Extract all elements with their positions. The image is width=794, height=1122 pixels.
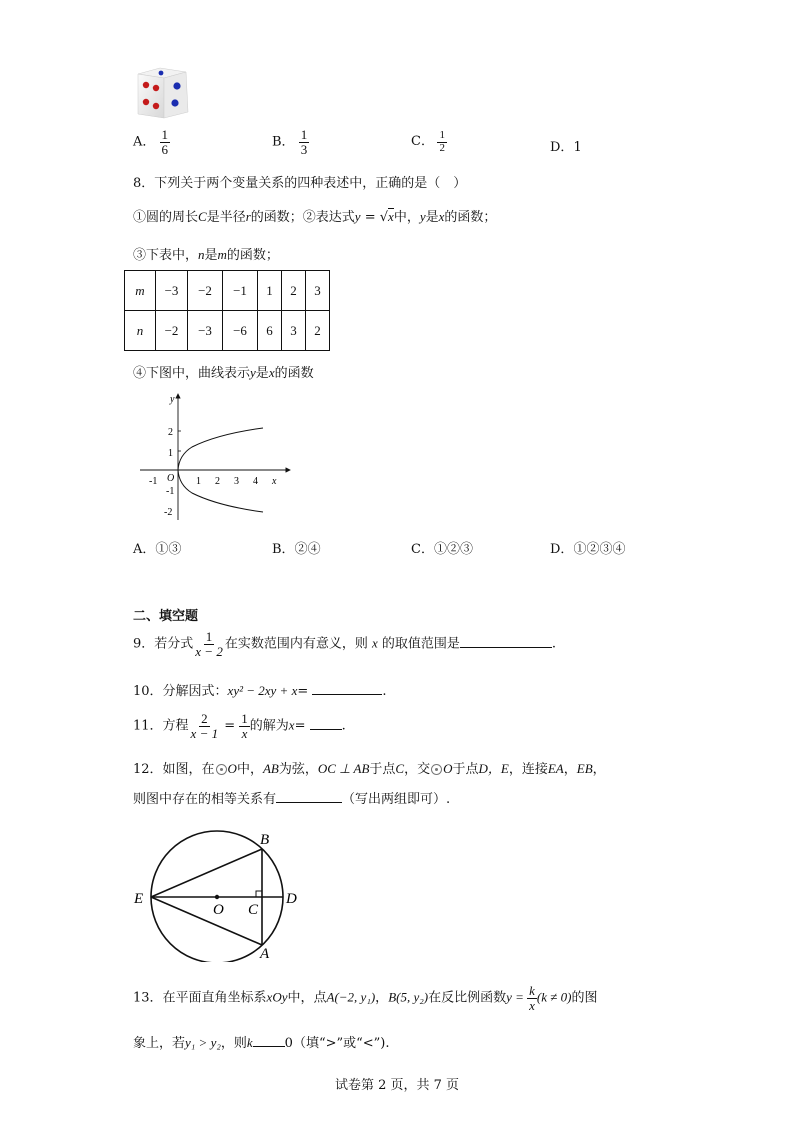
numerator: 1 — [241, 711, 248, 726]
text: = — [220, 718, 240, 734]
text: 于点 — [452, 762, 479, 777]
math-var: O — [227, 761, 237, 776]
text: 中， — [236, 762, 263, 777]
label-b: B — [260, 832, 270, 848]
math-var: x — [371, 635, 378, 651]
text: 是半径 — [206, 210, 246, 225]
section-title: 二、填空题 — [133, 609, 199, 624]
answer-blank — [460, 635, 552, 648]
y-axis-label: y — [170, 394, 175, 405]
numerator: 1 — [205, 629, 213, 644]
fraction — [160, 128, 171, 156]
numerator: k — [529, 983, 535, 998]
denominator: x − 2 — [195, 643, 223, 659]
numerator: 2 — [201, 711, 208, 726]
q7-option-d — [550, 136, 582, 155]
numerator: 1 — [300, 127, 308, 142]
label-e: E — [134, 891, 144, 907]
math-var: x — [388, 209, 394, 224]
math-var: C — [198, 209, 207, 224]
option-value: 1 — [573, 140, 582, 155]
text: 中， — [393, 210, 420, 225]
text: 11．方程 — [133, 718, 189, 734]
circle-figure — [130, 826, 310, 962]
text: . — [341, 718, 346, 734]
q10 — [133, 680, 387, 699]
label-a: A — [260, 946, 270, 962]
text: ， — [375, 990, 389, 1006]
math-var: y — [354, 209, 361, 224]
denominator: 2 — [439, 141, 445, 154]
option-label: A． — [133, 542, 156, 557]
math-expression: OC ⊥ AB — [317, 761, 370, 776]
option-label: B． — [272, 134, 295, 150]
option-label: D． — [550, 542, 574, 557]
fraction — [189, 712, 221, 740]
math-var: x — [268, 365, 275, 380]
text: 10．分解因式： — [133, 684, 228, 699]
denominator: 3 — [300, 141, 308, 157]
text: 于点 — [369, 762, 396, 777]
option-text: ①②③④ — [573, 542, 626, 557]
text: 13．在平面直角坐标系 — [133, 990, 267, 1006]
option-text: ②④ — [294, 542, 321, 557]
x-tick: 3 — [234, 476, 239, 487]
math-expression: y = — [506, 989, 528, 1005]
math-var: n — [198, 247, 205, 262]
text: = — [360, 210, 380, 225]
fraction — [437, 130, 447, 154]
math-var: EA — [547, 761, 564, 776]
text: 是 — [204, 248, 218, 263]
q11 — [133, 712, 346, 740]
y-tick: 2 — [168, 427, 173, 438]
sqrt-symbol: √ — [379, 210, 389, 225]
math-var: x — [438, 209, 445, 224]
x-axis-label: x — [272, 476, 277, 487]
q9 — [133, 630, 556, 658]
table-cell: 3 — [306, 271, 330, 311]
table-cell: 2 — [306, 311, 330, 351]
math-expression: y₁ > y₂ — [185, 1035, 221, 1050]
fraction — [193, 630, 225, 658]
math-var: y — [250, 365, 256, 380]
text: 12．如图，在 — [133, 762, 215, 777]
table-row — [125, 311, 330, 351]
y-tick: -1 — [166, 486, 175, 497]
table-cell: 3 — [282, 311, 306, 351]
text: ，交 — [404, 762, 431, 777]
circle-symbol-icon — [431, 764, 442, 775]
math-expression: (k ≠ 0) — [536, 989, 572, 1005]
text: = — [294, 718, 310, 734]
fraction — [527, 984, 537, 1012]
label-c: C — [248, 902, 259, 918]
option-label: D． — [550, 140, 574, 155]
math-var: AB — [262, 761, 279, 776]
q8-statement-1-2 — [133, 206, 496, 225]
text: 的函数； — [444, 210, 497, 225]
numerator: 1 — [161, 127, 169, 142]
x-tick: 4 — [253, 476, 258, 487]
text: ①圆的周长 — [133, 210, 199, 225]
q8-statement-4 — [133, 362, 314, 381]
segment-ea — [151, 897, 262, 945]
mn-table — [124, 270, 330, 351]
option-label: C． — [411, 542, 434, 557]
text: 象上，若 — [133, 1036, 186, 1051]
text: 是 — [425, 210, 439, 225]
math-var: y — [419, 209, 426, 224]
text: . — [551, 636, 557, 652]
math-expression: A(−2, y₁) — [326, 989, 376, 1005]
text: 中，点 — [287, 990, 327, 1006]
option-text: ①②③ — [433, 542, 473, 557]
text: 的函数； — [226, 248, 279, 263]
table-cell: 2 — [282, 271, 306, 311]
math-var: C — [395, 761, 405, 776]
dice-image — [128, 66, 194, 122]
q7-option-a — [133, 128, 170, 156]
q8-stem: 8．下列关于两个变量关系的四种表述中，正确的是（ ） — [133, 176, 467, 191]
table-cell: −2 — [156, 311, 188, 351]
label-o: O — [213, 902, 224, 918]
answer-blank — [312, 682, 382, 695]
math-var: r — [245, 209, 251, 224]
q12-line-1 — [133, 758, 606, 777]
text: 的取值范围是 — [377, 636, 460, 652]
math-var: O — [443, 761, 453, 776]
table-cell: −2 — [188, 271, 223, 311]
label-d: D — [286, 891, 297, 907]
text: 9．若分式 — [133, 636, 194, 652]
denominator: x − 1 — [190, 725, 219, 741]
math-var: EB — [576, 761, 593, 776]
text: ， — [592, 762, 606, 777]
text: ，连接 — [508, 762, 548, 777]
y-tick: -2 — [164, 507, 173, 518]
text: ，则 — [220, 1036, 247, 1051]
option-label: C． — [411, 134, 434, 150]
table-cell: −3 — [156, 271, 188, 311]
text: 的函数；②表达式 — [250, 210, 355, 225]
text: ， — [563, 762, 577, 777]
origin-label: O — [167, 473, 175, 484]
math-var: D，E — [478, 761, 509, 776]
q13-line-2 — [133, 1032, 390, 1051]
math-expression: xy² − 2xy + x — [227, 683, 298, 698]
text: （写出两组即可）. — [342, 792, 451, 807]
q8-option-b — [272, 538, 321, 557]
math-var: x — [288, 717, 295, 733]
math-var: xOy — [266, 989, 288, 1005]
x-tick: 1 — [196, 476, 201, 487]
table-head: n — [125, 311, 156, 351]
table-cell: 1 — [258, 271, 282, 311]
answer-blank — [310, 717, 342, 730]
page-footer: 试卷第 2 页，共 7 页 — [334, 1078, 460, 1093]
q7-option-c — [411, 130, 447, 154]
denominator: 6 — [161, 141, 169, 157]
text: 则图中存在的相等关系有 — [133, 792, 277, 807]
circle-symbol-icon — [216, 764, 227, 775]
text: 的函数 — [274, 366, 314, 381]
table-cell: 6 — [258, 311, 282, 351]
right-angle-mark — [256, 891, 262, 897]
text: ③下表中， — [133, 248, 199, 263]
table-cell: −6 — [223, 311, 258, 351]
table-row — [125, 271, 330, 311]
math-var: m — [217, 247, 227, 262]
text: 的解为 — [249, 718, 289, 734]
segment-eb — [151, 849, 262, 897]
y-tick: 1 — [168, 448, 173, 459]
q7-option-b — [272, 128, 309, 156]
option-label: A． — [133, 134, 156, 150]
text: . — [382, 684, 387, 699]
numerator: 1 — [439, 129, 445, 141]
option-text: ①③ — [155, 542, 182, 557]
denominator: x — [529, 997, 535, 1013]
q12-line-2 — [133, 788, 450, 807]
x-tick: 2 — [215, 476, 220, 487]
math-var: k — [246, 1035, 253, 1050]
option-label: B． — [272, 542, 295, 557]
answer-blank — [276, 790, 342, 803]
fraction — [239, 712, 250, 740]
q8-option-a — [133, 538, 181, 557]
table-cell: −3 — [188, 311, 223, 351]
text: 在实数范围内有意义，则 — [224, 636, 372, 652]
text: 在反比例函数 — [428, 990, 507, 1006]
table-head: m — [125, 271, 156, 311]
q13-line-1 — [133, 984, 598, 1012]
text: ④下图中，曲线表示 — [133, 366, 251, 381]
q8-statement-3 — [133, 244, 279, 263]
answer-blank — [253, 1034, 285, 1047]
text: 0（填“>”或“<”). — [284, 1036, 390, 1051]
text: 为弦， — [278, 762, 318, 777]
text: = — [297, 684, 313, 699]
fraction — [299, 128, 310, 156]
text: 的图 — [571, 990, 598, 1006]
denominator: x — [241, 725, 248, 741]
x-tick: -1 — [149, 476, 158, 487]
center-dot — [215, 895, 219, 899]
sideways-parabola-graph — [136, 388, 296, 524]
text: 是 — [255, 366, 269, 381]
q8-option-d — [550, 538, 625, 557]
table-cell: −1 — [223, 271, 258, 311]
math-expression: B(5, y₂) — [388, 989, 429, 1005]
q8-option-c — [411, 538, 473, 557]
